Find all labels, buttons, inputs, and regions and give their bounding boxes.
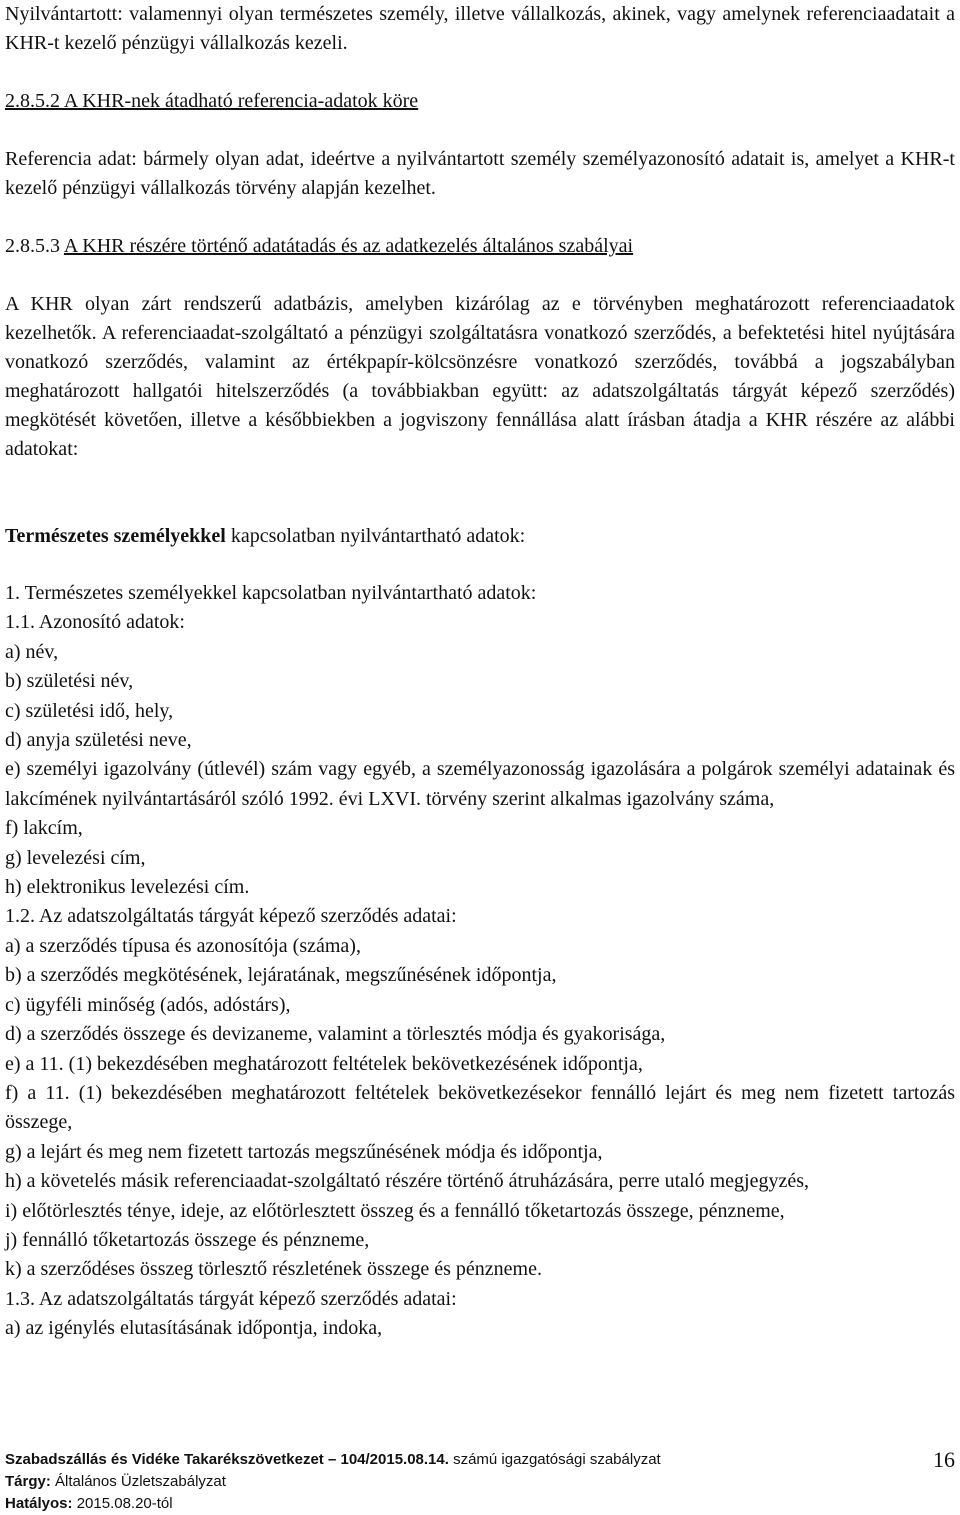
list-item: g) levelezési cím, (5, 846, 146, 869)
footer-regulation: számú igazgatósági szabályzat (448, 1451, 661, 1468)
footer-subject-label: Tárgy: (5, 1473, 51, 1490)
section-2852-heading-text: 2.8.5.2 A KHR-nek átadható referencia-adatok köre (5, 90, 419, 112)
list-item: e) a 11. (1) bekezdésében meghatározott feltételek bekövetkezésének időpontja, (5, 1052, 643, 1075)
list-item: 1. Természetes személyekkel kapcsolatban nyilvántartható adatok: (5, 582, 537, 604)
list-item: h) a követelés másik referenciaadat-szolgáltató részére történő átruházására, perre utaló megjegyzés, (5, 1170, 810, 1193)
section-2853-text: A KHR olyan zárt rendszerű adatbázis, amelyben kizárólag az e törvényben meghatározott referenciaadatok kezelhetők. A referenciaadat-szolgáltató a pénzügyi szolgáltatásra vonatkozó szerződés, a befektetési hitel nyújtására vonatkozó szerződés, valamint az értékpapír-kölcsönzésre vonatkozó szerződés, továbbá a jogszabályban meghatározott hallgatói hitelszerződés (a továbbiakban együtt: az adatszolgáltatás tárgyát képező szerződés) megkötését követően, illetve a későbbiekben a jogviszony fennállása alatt írásban átadja a KHR részére az alábbi adatokat: (5, 293, 955, 460)
natural-persons-subtitle-bold: Természetes személyekkel (5, 525, 226, 547)
list-item: a) név, (5, 640, 59, 663)
list-item: c) ügyféli minőség (adós, adóstárs), (5, 993, 291, 1016)
list-item: a) a szerződés típusa és azonosítója (száma), (5, 934, 361, 957)
footer-subject-value: Általános Üzletszabályzat (50, 1473, 226, 1490)
list-item: 1.3. Az adatszolgáltatás tárgyát képező szerződés adatai: (5, 1287, 457, 1310)
section-2852-heading (5, 87, 955, 116)
list-item: f) lakcím, (5, 817, 83, 840)
list-item: h) elektronikus levelezési cím. (5, 876, 250, 899)
footer-effective-value: 2015.08.20-tól (72, 1495, 173, 1512)
footer-institution: Szabadszállás és Vidéke Takarékszövetkezet – 104/2015.08.14. (5, 1451, 449, 1468)
section-2852-text: Referencia adat: bármely olyan adat, ideértve a nyilvántartott személy személyazonosító adatait is, amelyet a KHR-t kezelő pénzügyi vállalkozás törvény alapján kezelhet. (5, 148, 955, 199)
list-item: k) a szerződéses összeg törlesztő részletének összege és pénzneme. (5, 1258, 542, 1281)
section-2853-number: 2.8.5.3 (5, 235, 60, 257)
page-footer (5, 1449, 955, 1515)
list-item: a) az igénylés elutasításának időpontja, indoka, (5, 1317, 383, 1340)
list-item: f) a 11. (1) bekezdésében meghatározott feltételek bekövetkezésekor fennálló lejárt és meg nem fizetett tartozás összege, (5, 1081, 955, 1134)
list-item: d) a szerződés összege és devizaneme, valamint a törlesztés módja és gyakorisága, (5, 1023, 666, 1046)
list-item: d) anyja születési neve, (5, 729, 192, 752)
footer-line-1 (5, 1449, 955, 1471)
section-2853-heading (5, 232, 955, 261)
list-item: g) a lejárt és meg nem fizetett tartozás megszűnésének módja és időpontja, (5, 1140, 603, 1163)
page-number: 16 (933, 1447, 955, 1472)
list-item: j) fennálló tőketartozás összege és pénzneme, (5, 1228, 370, 1251)
data-items-list (5, 579, 955, 1344)
list-item: e) személyi igazolvány (útlevél) szám vagy egyéb, a személyazonosság igazolására a polgárok személyi adatainak és lakcímének nyilvántartásáról szóló 1992. évi LXVI. törvény szerint alkalmas igazolvány száma, (5, 758, 955, 810)
footer-line-3 (5, 1493, 955, 1515)
footer-effective-label: Hatályos: (5, 1495, 73, 1512)
list-item: b) születési név, (5, 670, 134, 693)
footer-line-2 (5, 1471, 955, 1493)
list-item: c) születési idő, hely, (5, 699, 174, 722)
list-item: i) előtörlesztés ténye, ideje, az előtörlesztett összeg és a fennálló tőketartozás összege, pénzneme, (5, 1199, 785, 1222)
natural-persons-subtitle-rest: kapcsolatban nyilvántartható adatok: (225, 525, 526, 547)
natural-persons-subtitle (5, 522, 955, 551)
section-2853-title: A KHR részére történő adatátadás és az adatkezelés általános szabályai (63, 235, 634, 257)
intro-paragraph: Nyilvántartott: valamennyi olyan természetes személy, illetve vállalkozás, akinek, vagy amelynek referenciaadatait a KHR-t kezelő pénzügyi vállalkozás kezeli. (5, 3, 955, 54)
list-item: b) a szerződés megkötésének, lejáratának, megszűnésének időpontja, (5, 964, 557, 987)
list-item: 1.1. Azonosító adatok: (5, 611, 185, 634)
list-item: 1.2. Az adatszolgáltatás tárgyát képező szerződés adatai: (5, 905, 457, 928)
